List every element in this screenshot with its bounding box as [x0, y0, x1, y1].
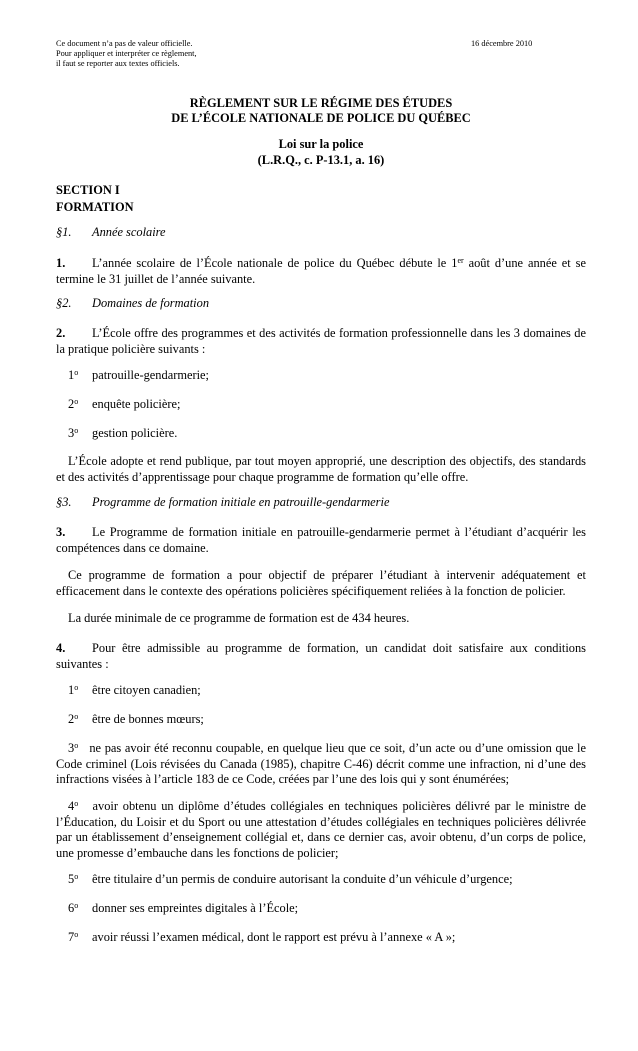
paragraph: Ce programme de formation a pour objectif de préparer l’étudiant à intervenir adéquatement et efficacement dans le contexte des opérations policières spécifiquement reliées à la fonction de policier.: [56, 568, 586, 598]
paragraph: La durée minimale de ce programme de formation est de 434 heures.: [68, 611, 410, 625]
article-number: 1.: [56, 256, 66, 270]
ordinal-suffix: o: [74, 901, 79, 910]
item-number: 3: [68, 741, 75, 755]
item-text: avoir obtenu un diplôme d’études collégiales en techniques policières délivré par le ministre de l’Éducation, du Loisir et du Sport ou une attestation d’études collégiales en techniques policières délivrée par un établissement d’enseignement collégial et, dans ce dernier cas, avoir obtenu, d’un corps de police, une promesse d’embauche dans les fonctions de policier;: [56, 799, 586, 860]
item-number: 2: [68, 712, 75, 726]
subsection-title: Programme de formation initiale en patrouille-gendarmerie: [92, 495, 390, 509]
item-number: 7: [68, 930, 75, 944]
article-number: 3.: [56, 525, 66, 539]
item-text: enquête policière;: [92, 397, 181, 411]
item-text: avoir réussi l’examen médical, dont le rapport est prévu à l’annexe « A »;: [92, 930, 456, 944]
item-number: 3: [68, 426, 75, 440]
article-3: [56, 525, 586, 556]
item-number: 6: [68, 901, 75, 915]
ordinal-suffix: o: [74, 712, 79, 721]
ordinal-suffix: o: [74, 799, 79, 808]
article-4: [56, 641, 586, 672]
ordinal-suffix: er: [457, 256, 464, 265]
article-number: 4.: [56, 641, 66, 655]
article-1: [56, 256, 586, 287]
ordinal-suffix: o: [74, 683, 79, 692]
list-item: [56, 741, 586, 788]
item-text: être titulaire d’un permis de conduire autorisant la conduite d’un véhicule d’urgence;: [92, 872, 513, 886]
article-2: [56, 326, 586, 357]
list-item: [68, 712, 204, 728]
item-number: 5: [68, 872, 75, 886]
law-citation: (L.R.Q., c. P-13.1, a. 16): [257, 153, 385, 167]
item-text: patrouille-gendarmerie;: [92, 368, 209, 382]
item-number: 4: [68, 799, 75, 813]
article-text: Le Programme de formation initiale en patrouille-gendarmerie permet à l’étudiant d’acquérir les compétences dans ce domaine.: [56, 525, 586, 555]
ordinal-suffix: o: [74, 426, 79, 435]
subsection-heading-3: [56, 495, 389, 511]
ordinal-suffix: o: [74, 930, 79, 939]
section-number: SECTION I: [56, 183, 120, 197]
notice-line: Pour appliquer et interpréter ce règlement,: [56, 49, 197, 59]
article-text: L’École offre des programmes et des activités de formation professionnelle dans les 3 domaines de la pratique policière suivants :: [56, 326, 586, 356]
notice-line: Ce document n’a pas de valeur officielle.: [56, 39, 193, 48]
item-text: gestion policière.: [92, 426, 178, 440]
list-item: [68, 426, 177, 442]
list-item: [68, 683, 201, 699]
subsection-heading-2: [56, 296, 209, 312]
item-text: être citoyen canadien;: [92, 683, 201, 697]
item-number: 2: [68, 397, 75, 411]
notice-line: il faut se reporter aux textes officiels.: [56, 59, 180, 69]
paragraph: L’École adopte et rend publique, par tout moyen approprié, une description des objectifs, des standards et des activités d’apprentissage pour chaque programme de formation qu’elle offre.: [56, 454, 586, 484]
subsection-title: Domaines de formation: [92, 296, 210, 310]
subsection-title: Année scolaire: [92, 225, 166, 239]
title-line-1: RÈGLEMENT SUR LE RÉGIME DES ÉTUDES: [189, 96, 453, 110]
item-number: 1: [68, 683, 75, 697]
title-line-2: DE L’ÉCOLE NATIONALE DE POLICE DU QUÉBEC: [171, 111, 471, 125]
list-item: [68, 901, 298, 917]
item-text: ne pas avoir été reconnu coupable, en quelque lieu que ce soit, d’un acte ou d’une omission que le Code criminel (Lois révisées du Canada (1985), chapitre C-46) décrit comme une infraction, ni d’une des infractions visées à l’article 183 de ce Code, créées par l’une des lois qui y sont énumérées;: [56, 741, 586, 787]
law-name: Loi sur la police: [278, 137, 364, 151]
list-item: [68, 368, 209, 384]
ordinal-suffix: o: [74, 397, 79, 406]
document-date: 16 décembre 2010: [471, 39, 533, 48]
subsection-number: §1.: [56, 225, 72, 239]
article-text: août d’une année et se termine le 31 juillet de l’année suivante.: [56, 256, 586, 286]
list-item: [56, 799, 586, 861]
article-text: Pour être admissible au programme de formation, un candidat doit satisfaire aux conditions suivantes :: [56, 641, 586, 671]
ordinal-suffix: o: [74, 368, 79, 377]
item-text: donner ses empreintes digitales à l’École;: [92, 901, 299, 915]
ordinal-suffix: o: [74, 741, 79, 750]
subsection-number: §3.: [56, 495, 72, 509]
ordinal-suffix: o: [74, 872, 79, 881]
item-text: être de bonnes mœurs;: [92, 712, 204, 726]
subsection-number: §2.: [56, 296, 72, 310]
list-item: [68, 872, 513, 888]
disclaimer-notice: [56, 39, 276, 70]
item-number: 1: [68, 368, 75, 382]
list-item: [68, 930, 455, 946]
list-item: [68, 397, 180, 413]
article-number: 2.: [56, 326, 66, 340]
article-text: L’année scolaire de l’École nationale de police du Québec débute le 1: [92, 256, 458, 270]
section-title: FORMATION: [56, 200, 134, 214]
subsection-heading-1: [56, 225, 166, 241]
